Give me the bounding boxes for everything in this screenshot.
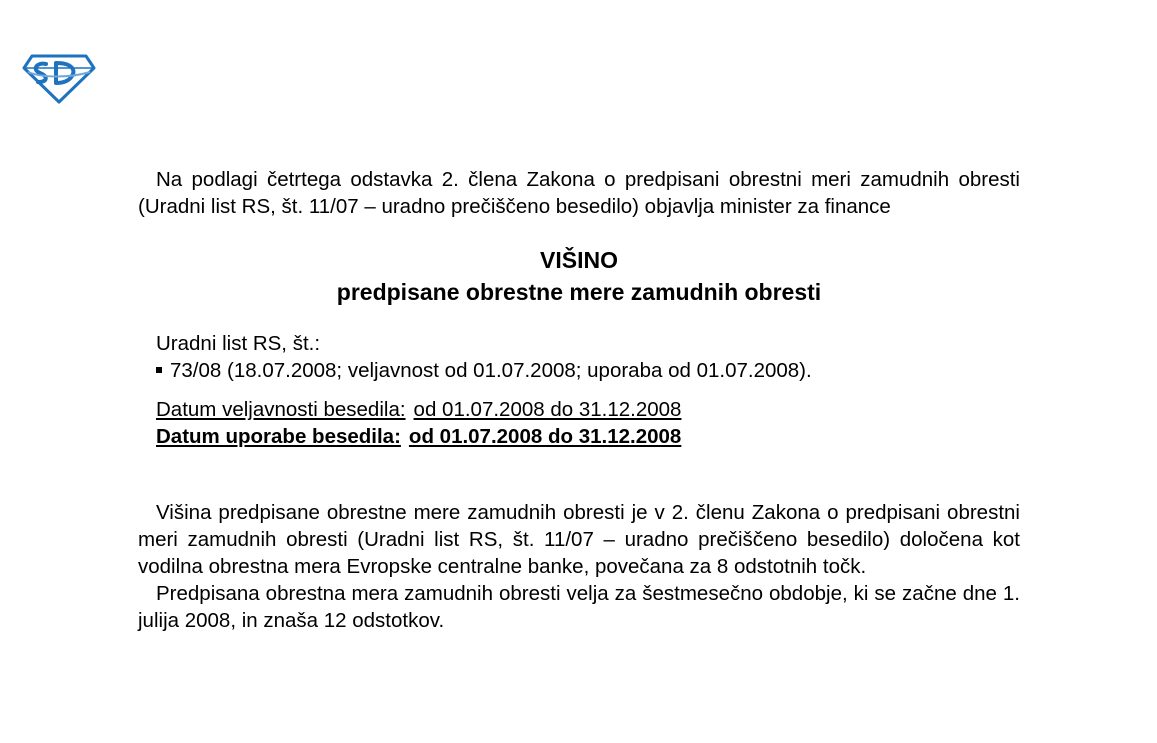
title-line-2: predpisane obrestne mere zamudnih obresti [336, 279, 822, 305]
document-content [138, 166, 1020, 634]
body-paragraph-1: Višina predpisane obrestne mere zamudnih obresti je v 2. členu Zakona o predpisani obrestni meri zamudnih obresti (Uradni list RS, št. 11/07 – uradno prečiščeno besedilo) določena kot vodilna obrestna mera Evropske centralne banke, povečana za 8 odstotnih točk. [138, 501, 1020, 578]
validity-row [156, 396, 1020, 423]
bullet-icon [156, 367, 162, 373]
application-row [156, 423, 1020, 450]
body-paragraph-2: Predpisana obrestna mera zamudnih obresti velja za šestmesečno obdobje, ki se začne dne 1. julija 2008, in znaša 12 odstotkov. [138, 582, 1020, 632]
source-item-text: 73/08 (18.07.2008; veljavnost od 01.07.2008; uporaba od 01.07.2008). [170, 359, 812, 382]
body-text [138, 499, 1020, 634]
source-item [156, 357, 1020, 384]
document-title [138, 244, 1020, 308]
application-value: od 01.07.2008 do 31.12.2008 [408, 425, 682, 448]
sd-logo-icon [22, 52, 96, 104]
dates-block [156, 396, 1020, 450]
validity-value: od 01.07.2008 do 31.12.2008 [413, 398, 682, 421]
title-line-1: VIŠINO [540, 247, 618, 273]
intro-paragraph: Na podlagi četrtega odstavka 2. člena Zakona o predpisani obrestni meri zamudnih obresti (Uradni list RS, št. 11/07 – uradno prečiščeno besedilo) objavlja minister za finance [138, 168, 1020, 218]
application-label: Datum uporabe besedila: [156, 425, 401, 448]
source-label: Uradni list RS, št.: [156, 332, 321, 355]
validity-label: Datum veljavnosti besedila: [156, 398, 406, 421]
